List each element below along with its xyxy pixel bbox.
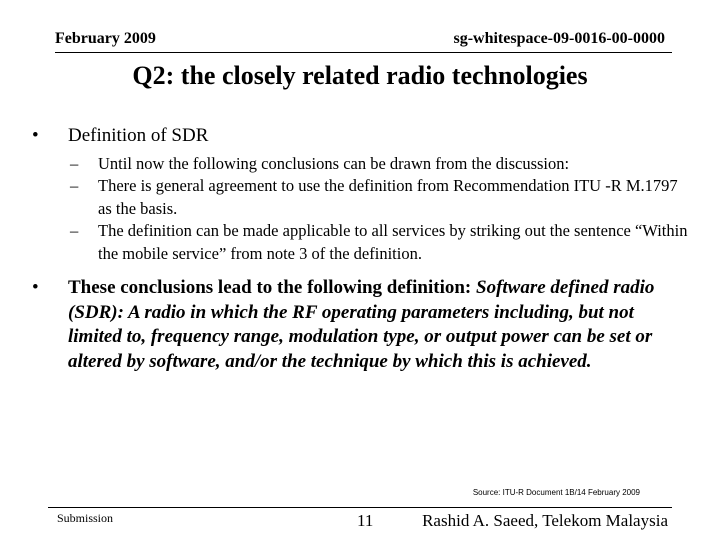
header-document-id: sg-whitespace-09-0016-00-0000 — [453, 30, 665, 47]
sub-bullet-list — [28, 153, 688, 266]
bullet-text: Definition of SDR — [68, 125, 209, 146]
footer-submission: Submission — [57, 511, 114, 525]
header-divider — [55, 52, 672, 53]
bullet-marker: • — [32, 277, 39, 298]
sdr-definition-text: Software defined radio (SDR): A radio in which the RF operating parameters including, but not limited to, frequency range, modulation type, or output power can be set or altered by software, and/or the technique by which this is achieved. — [68, 277, 655, 372]
slide-title: Q2: the closely related radio technologies — [132, 61, 588, 90]
header-date: February 2009 — [55, 30, 156, 47]
sub-bullet-text: The definition can be made applicable to all services by striking out the sentence “Within the mobile service” from note 3 of the definition. — [98, 221, 688, 263]
sub-bullet-text: There is general agreement to use the definition from Recommendation ITU -R M.1797 as the basis. — [98, 176, 678, 218]
bullet-marker: • — [32, 125, 39, 146]
footer-divider — [48, 507, 672, 508]
bullet-sdr-definition — [28, 276, 688, 374]
sub-bullet-conclusions — [28, 153, 688, 176]
source-note: Source: ITU-R Document 1B/14 February 2009 — [472, 488, 640, 497]
bullet-lead-text: These conclusions lead to the following definition: — [68, 277, 476, 298]
page-number: 11 — [357, 511, 374, 530]
bullet-definition-of-sdr — [28, 124, 688, 149]
sub-bullet-agreement — [28, 175, 688, 220]
dash-marker: – — [70, 153, 79, 173]
dash-marker: – — [70, 176, 79, 195]
footer-author: Rashid A. Saeed, Telekom Malaysia — [422, 511, 668, 530]
dash-marker: – — [70, 221, 79, 240]
sub-bullet-text: Until now the following conclusions can be drawn from the discussion: — [98, 153, 570, 173]
slide-body — [28, 124, 688, 374]
sub-bullet-applicability — [28, 220, 688, 265]
